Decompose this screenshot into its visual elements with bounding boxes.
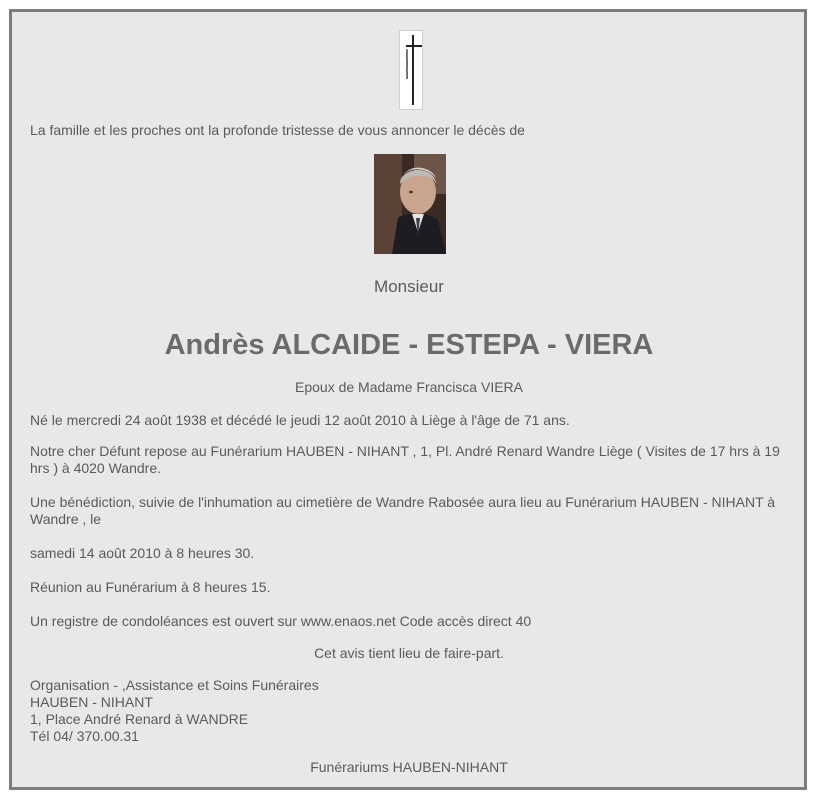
organisation-line: 1, Place André Renard à WANDRE bbox=[30, 711, 249, 727]
ceremony-text: Une bénédiction, suivie de l'inhumation au cimetière de Wandre Rabosée aura lieu au Funérarium HAUBEN - NIHANT à Wandre , le bbox=[30, 494, 776, 527]
cross-emblem bbox=[399, 30, 423, 110]
ceremony-date: samedi 14 août 2010 à 8 heures 30. bbox=[30, 545, 255, 561]
intro-text: La famille et les proches ont la profonde tristesse de vous annoncer le décès de bbox=[30, 122, 525, 138]
footer-text: Funérariums HAUBEN-NIHANT bbox=[310, 759, 508, 775]
obituary-card bbox=[9, 9, 807, 790]
registry-text: Un registre de condoléances est ouvert sur www.enaos.net Code accès direct 40 bbox=[30, 613, 532, 629]
deceased-photo bbox=[374, 154, 446, 254]
portrait-image bbox=[374, 154, 446, 254]
salutation: Monsieur bbox=[374, 277, 444, 296]
organisation-phone: Tél 04/ 370.00.31 bbox=[30, 728, 139, 744]
birth-death-text: Né le mercredi 24 août 1938 et décédé le jeudi 12 août 2010 à Liège à l'âge de 71 ans. bbox=[30, 412, 570, 428]
spouse-text: Epoux de Madame Francisca VIERA bbox=[295, 379, 523, 395]
meeting-text: Réunion au Funérarium à 8 heures 15. bbox=[30, 579, 271, 595]
deceased-name: Andrès ALCAIDE - ESTEPA - VIERA bbox=[164, 329, 654, 361]
viewing-text: Notre cher Défunt repose au Funérarium HAUBEN - NIHANT , 1, Pl. André Renard Wandre Liège ( Visites de 17 hrs à 19 hrs ) à 4020 Wandre. bbox=[30, 443, 780, 476]
organisation-block bbox=[30, 677, 788, 745]
organisation-line: HAUBEN - NIHANT bbox=[30, 694, 153, 710]
cross-icon bbox=[400, 31, 422, 109]
notice-text: Cet avis tient lieu de faire-part. bbox=[314, 645, 504, 661]
organisation-line: Organisation - ,Assistance et Soins Funéraires bbox=[30, 677, 319, 693]
